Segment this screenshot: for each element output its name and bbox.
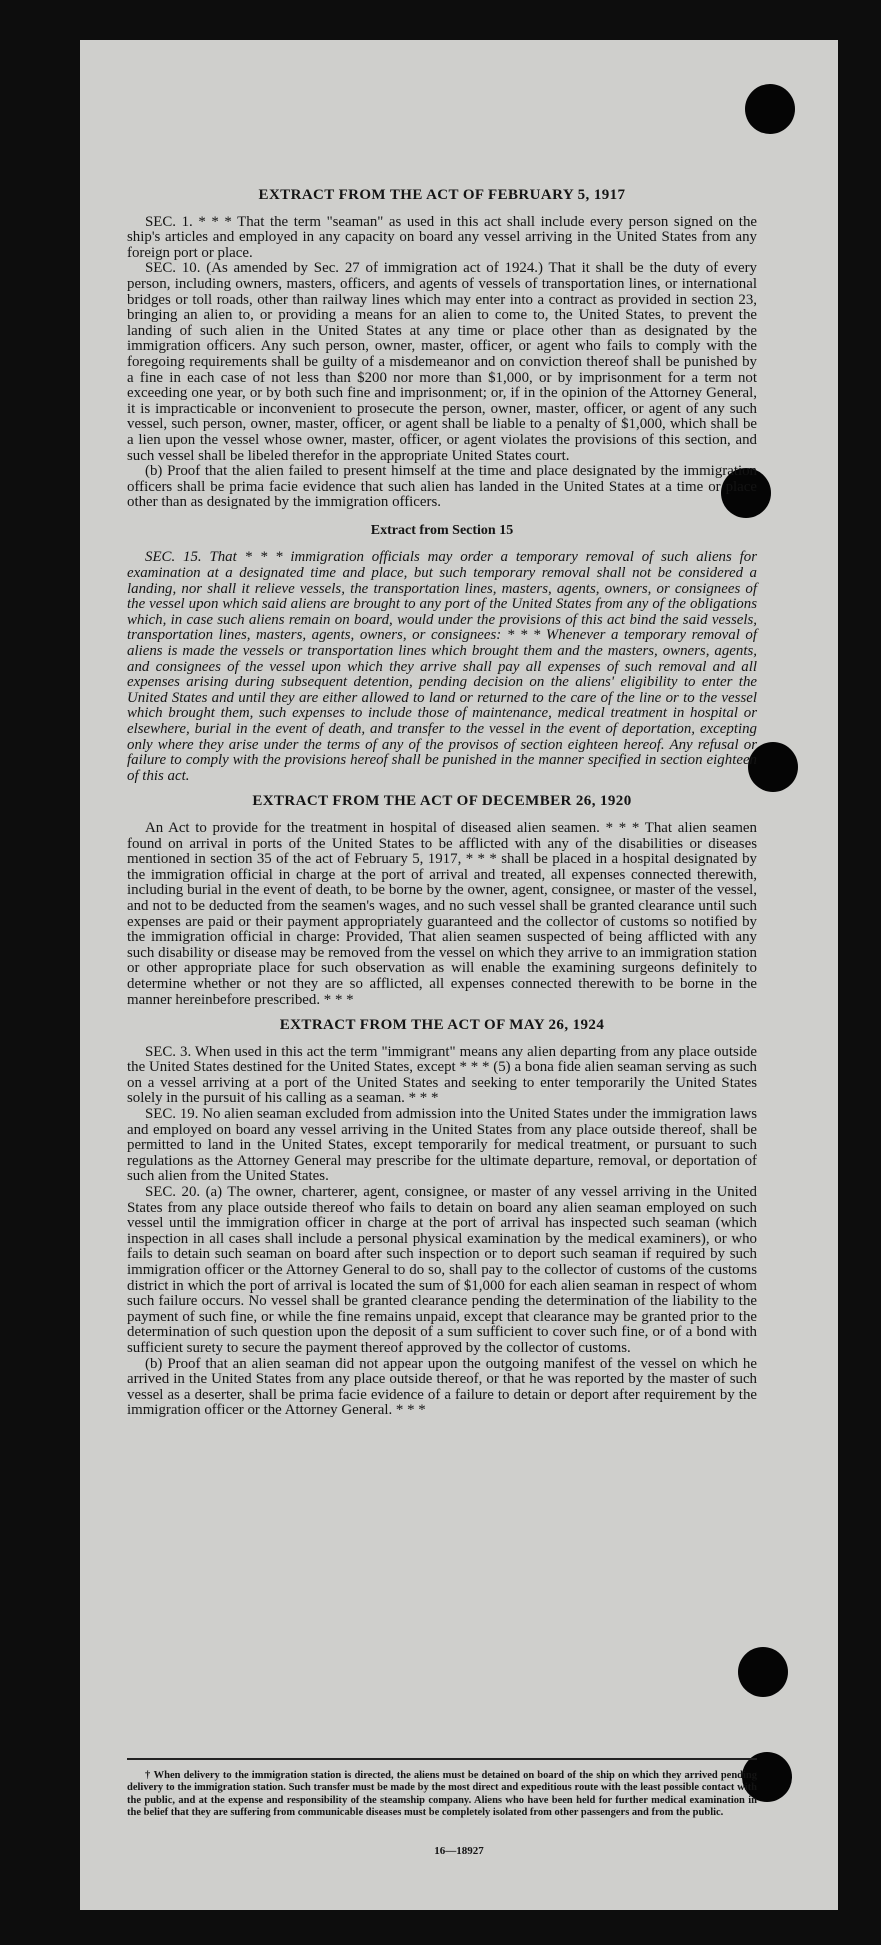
heading-section-15: Extract from Section 15 [370, 522, 514, 538]
punch-hole [745, 84, 795, 134]
act-1920-text: An Act to provide for the treatment in hospital of diseased alien seamen. * * * That alien seamen found on arrival in ports of the United States to be afflicted with any of the disabilities or diseases mentioned in section 35 of the act of February 5, 1917, * * * shall be placed in a hospital designated by the immigration official in charge at the port of arrival and treated, all expenses connected therewith, including burial in the event of death, to be borne by the owner, agent, consignee, or master of the vessel, and not to be deducted from the seamen's wages, and no such vessel shall be granted clearance until such expenses are paid or their payment appropriately guaranteed and the collector of customs so notified by the immigration official in charge: Provided, That alien seamen suspected of being afflicted with any such disability or disease may be removed from the vessel on which they arrive to an immigration station or other appropriate place for such observation as will enable the examining surgeons definitely to determine whether or not they are so afflicted, all expenses connected therewith to be borne in the manner hereinbefore prescribed. * * * [127, 819, 757, 1008]
act-1924-sec-20-a: SEC. 20. (a) The owner, charterer, agent, consignee, or master of any vessel arriving in the United States from any place outside thereof who fails to detain on board any alien seaman employed on such vessel until the immigration officer in charge at the port of arrival has inspected such seaman (which inspection in all cases shall include a personal physical examination by the medical examiners), or who fails to detain such seaman on board after such inspection or to deport such seaman if required by such immigration officer or the Attorney General to do so, shall pay to the collector of customs of the customs district in which the port of arrival is located the sum of $1,000 for each alien seaman in respect of whom such failure occurs. No vessel shall be granted clearance pending the determination of the liability to the payment of such fine, or while the fine remains unpaid, except that clearance may be granted prior to the determination of such question upon the deposit of a sum sufficient to cover such fine, or of a bond with sufficient surety to secure the payment thereof approved by the collector of customs. [127, 1184, 757, 1356]
punch-hole [738, 1647, 788, 1697]
form-number: 16—18927 [434, 1845, 484, 1857]
section-15-text: SEC. 15. That * * * immigration officials may order a temporary removal of such aliens for examination at a designated time and place, but such temporary removal shall not be considered a landing, nor shall it relieve vessels, the transportation lines, masters, agents, owners, or consignees of the vessel upon which said aliens are brought to any port of the United States from any of the obligations which, in case such aliens remain on board, would under the provisions of this act bind the said vessels, transportation lines, masters, agents, owners, or consignees: * * * Whenever a temporary removal of aliens is made the vessels or transportation lines which brought them and the masters, owners, agents, and consignees of the vessel upon which they arrive shall pay all expenses of such removal and all expenses arising during subsequent detention, pending decision on the aliens' eligibility to enter the United States and until they are either allowed to land or returned to the care of the line or to the vessel which brought them, such expenses to include those of maintenance, medical treatment in hospital or elsewhere, burial in the event of death, and transfer to the vessel in the event of deportation, excepting only where they arise under the terms of any of the provisos of section eighteen hereof. Any refusal or failure to comply with the provisions hereof shall be punished in the manner specified in section eighteen of this act. [127, 549, 757, 784]
act-1917-sec-10-b: (b) Proof that the alien failed to present himself at the time and place designated by the immigration officers shall be prima facie evidence that such alien has landed in the United States at a time or place other than as designated by the immigration officers. [127, 463, 757, 511]
act-1924-sec-19: SEC. 19. No alien seaman excluded from admission into the United States under the immigration laws and employed on board any vessel arriving in the United States from any place outside thereof, shall be permitted to land in the United States, except temporarily for medical treatment, or pursuant to such regulations as the Attorney General may prescribe for the ultimate departure, removal, or deportation of such alien from the United States. [127, 1106, 757, 1185]
footnote [127, 1758, 757, 1820]
document-body [127, 188, 757, 1419]
act-1917-sec-10: SEC. 10. (As amended by Sec. 27 of immigration act of 1924.) That it shall be the duty of every person, including owners, masters, officers, and agents of vessels of transportation lines, or international bridges or toll roads, other than railway lines which may enter into a contract as provided in section 23, bringing an alien to, or providing a means for an alien to come to, the United States, to prevent the landing of such alien in the United States at any time or place other than as designated by the immigration officers. Any such person, owner, master, officer, or agent who fails to comply with the foregoing requirements shall be guilty of a misdemeanor and on conviction thereof shall be punished by a fine in each case of not less than $200 nor more than $1,000, or by imprisonment for a term not exceeding one year, or by both such fine and imprisonment; or, if in the opinion of the Attorney General, it is impracticable or inconvenient to prosecute the person, owner, master, officer, or agent of any such vessel, such person, owner, master, officer, or agent shall be liable to a penalty of $1,000, which shall be a lien upon the vessel whose owner, master, officer, or agent violates the provisions of this section, and such vessel shall be libeled therefor in the appropriate United States court. [127, 260, 757, 464]
heading-act-1924: EXTRACT FROM THE ACT OF MAY 26, 1924 [279, 1017, 605, 1034]
heading-act-1920: EXTRACT FROM THE ACT OF DECEMBER 26, 1920 [252, 793, 632, 810]
act-1924-sec-20-b: (b) Proof that an alien seaman did not appear upon the outgoing manifest of the vessel on which he arrived in the United States from any place outside thereof, or that he was reported by the master of such vessel as a deserter, shall be prima facie evidence of a failure to detain or deport after requirement by the immigration officer or the Attorney General. * * * [127, 1355, 757, 1419]
section-15-block [127, 550, 757, 784]
act-1917-sec-1: SEC. 1. * * * That the term "seaman" as used in this act shall include every person signed on the ship's articles and employed in any capacity on board any vessel arriving in the United States from any foreign port or place. [127, 213, 757, 261]
act-1924-sec-3: SEC. 3. When used in this act the term "immigrant" means any alien departing from any place outside the United States destined for the United States, except * * * (5) a bona fide alien seaman serving as such on a vessel arriving at a port of the United States and seeking to enter temporarily the United States solely in the pursuit of his calling as a seaman. * * * [127, 1043, 757, 1107]
document-page [80, 40, 838, 1910]
heading-act-1917: EXTRACT FROM THE ACT OF FEBRUARY 5, 1917 [258, 187, 626, 203]
footnote-text: † When delivery to the immigration station is directed, the aliens must be detained on board of the ship on which they arrived pending delivery to the immigration station. Such transfer must be made by the most direct and expeditious route with the least possible contact with the public, and at the expense and responsibility of the steamship company. Aliens who have been held for further medical examination in the belief that they are suffering from communicable diseases must be completely isolated from other passengers and from the public. [127, 1770, 757, 1819]
